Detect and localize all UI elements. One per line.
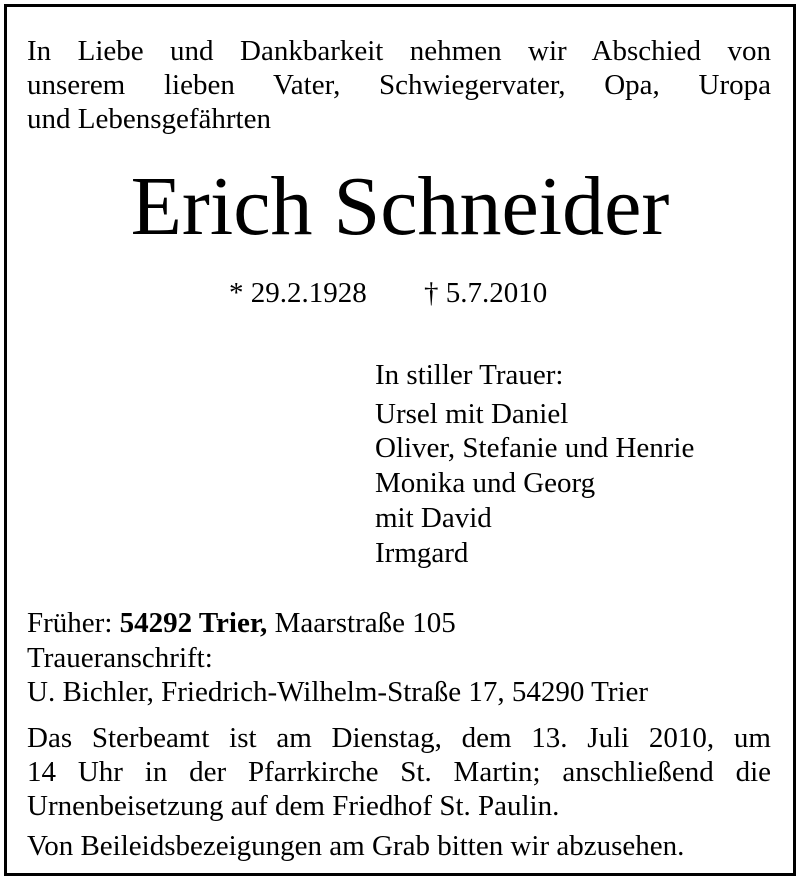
former-address bbox=[27, 606, 456, 640]
service-line-2: 14 Uhr in der Pfarrkirche St. Martin; anschließend die bbox=[27, 756, 771, 788]
intro-line-2: unserem lieben Vater, Schwiegervater, Opa, Uropa bbox=[27, 69, 771, 101]
mourning-address: U. Bichler, Friedrich-Wilhelm-Straße 17, 54290 Trier bbox=[27, 676, 649, 708]
closing-note: Von Beileidsbezeigungen am Grab bitten wir abzusehen. bbox=[27, 830, 685, 862]
former-street: Maarstraße 105 bbox=[274, 607, 456, 639]
intro-line-3: und Lebensgefährten bbox=[27, 103, 271, 135]
former-city: 54292 Trier, bbox=[119, 607, 268, 639]
service-line-3: Urnenbeisetzung auf dem Friedhof St. Paulin. bbox=[27, 790, 560, 822]
deceased-name: Erich Schneider bbox=[130, 160, 670, 253]
mourner-name: Oliver, Stefanie und Henrie bbox=[375, 432, 695, 464]
mourner-name: Monika und Georg bbox=[375, 467, 596, 499]
mourner-name: Ursel mit Daniel bbox=[375, 398, 569, 430]
mourning-address-label: Traueranschrift: bbox=[27, 642, 213, 674]
birth-date: * 29.2.1928 bbox=[229, 277, 367, 309]
mourner-name: mit David bbox=[375, 502, 492, 534]
mourner-name: Irmgard bbox=[375, 537, 469, 569]
intro-line-1: In Liebe und Dankbarkeit nehmen wir Abschied von bbox=[27, 35, 771, 67]
death-date: † 5.7.2010 bbox=[424, 277, 548, 309]
service-line-1: Das Sterbeamt ist am Dienstag, dem 13. Juli 2010, um bbox=[27, 722, 771, 754]
former-label: Früher: bbox=[27, 607, 113, 639]
mourners-heading: In stiller Trauer: bbox=[375, 359, 564, 391]
